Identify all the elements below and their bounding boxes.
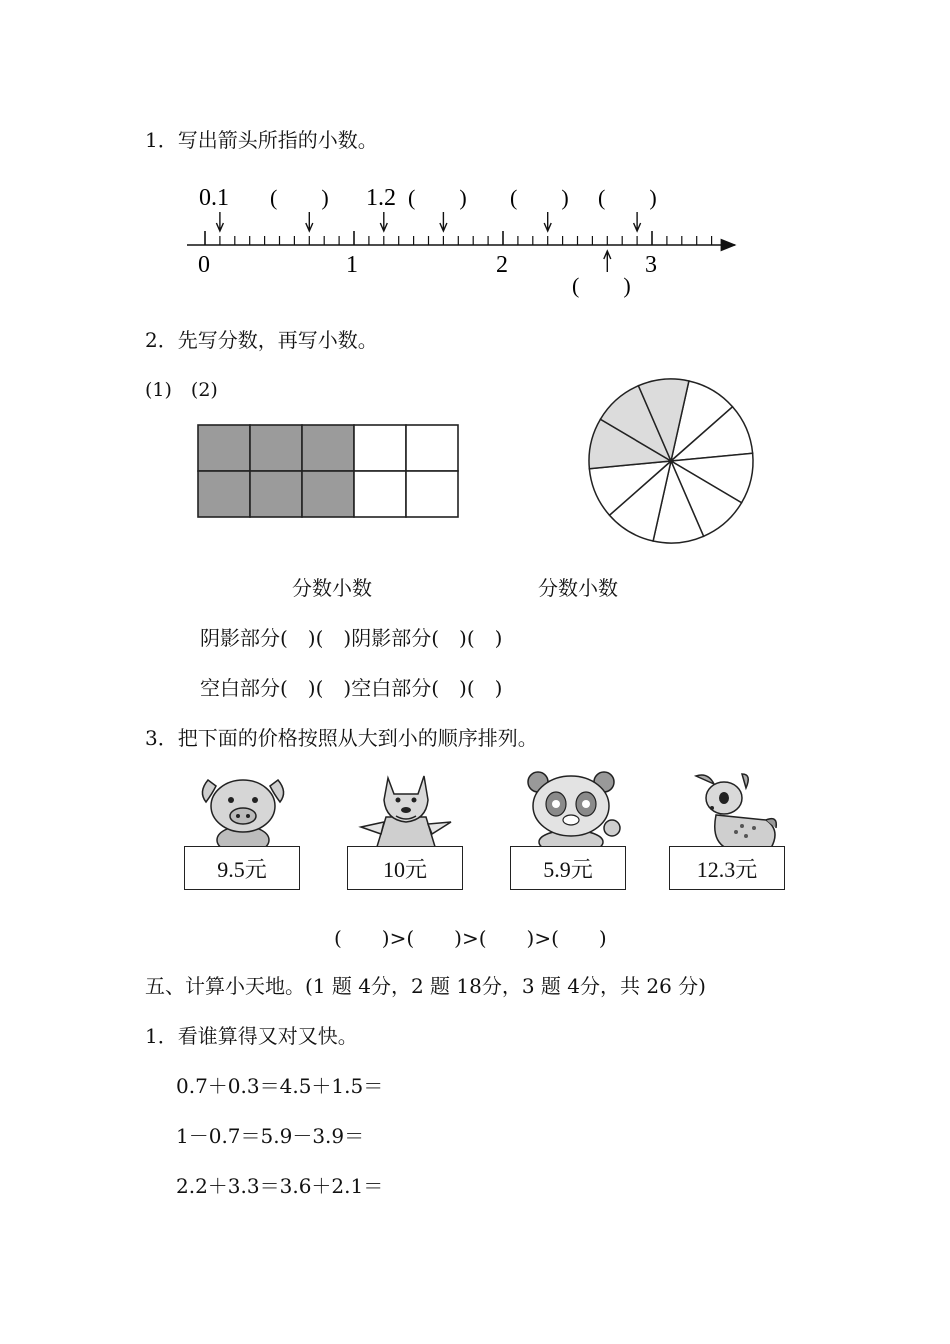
grid-cell xyxy=(198,425,250,471)
axis-label-3: 3 xyxy=(645,252,657,278)
grid-cell xyxy=(354,471,406,517)
arrow-down-icon xyxy=(216,212,223,231)
arrow-down-icon xyxy=(306,212,313,231)
arrow-down-icon xyxy=(380,212,387,231)
grid-cell xyxy=(302,425,354,471)
pig-icon xyxy=(198,772,288,852)
axis-label-1: 1 xyxy=(346,252,358,278)
q2-header-right: 分数小数 xyxy=(538,576,618,600)
grid-cell xyxy=(250,471,302,517)
arrow-down-icon xyxy=(634,212,641,231)
deer-icon xyxy=(686,770,786,850)
price-tag-pig: 9.5元 xyxy=(184,846,300,890)
top-label-2: 1.2 xyxy=(366,185,396,211)
wolf-icon xyxy=(356,772,456,852)
top-label-1: ( ) xyxy=(270,185,329,210)
axis-label-0: 0 xyxy=(198,252,210,278)
q3-order-line: ( )>( )>( )>( ) xyxy=(334,926,607,950)
price-tag-deer: 12.3元 xyxy=(669,846,785,890)
fraction-pie xyxy=(581,371,761,551)
section5-heading: 五、计算小天地。(1 题 4分，2 题 18分，3 题 4分，共 26 分) xyxy=(145,974,706,998)
arrow-up-icon xyxy=(604,251,611,272)
top-label-0: 0.1 xyxy=(199,185,229,211)
q1-title: 1．写出箭头所指的小数。 xyxy=(145,128,378,152)
top-label-5: ( ) xyxy=(598,185,657,210)
price-tag-wolf: 10元 xyxy=(347,846,463,890)
grid-cell xyxy=(354,425,406,471)
fraction-grid xyxy=(196,423,466,523)
top-label-4: ( ) xyxy=(510,185,569,210)
panda-icon xyxy=(516,770,626,850)
grid-cell xyxy=(406,425,458,471)
bottom-label: ( ) xyxy=(572,273,631,298)
q2-parts-label: (1) (2) xyxy=(145,379,218,401)
arrow-down-icon xyxy=(544,212,551,231)
section5-sub1: 1．看谁算得又对又快。 xyxy=(145,1024,358,1048)
q2-row-shaded: 阴影部分( )( )阴影部分( )( ) xyxy=(200,626,503,650)
grid-cell xyxy=(198,471,250,517)
grid-cell xyxy=(250,425,302,471)
axis-label-2: 2 xyxy=(496,252,508,278)
price-tag-panda: 5.9元 xyxy=(510,846,626,890)
calc-line-3: 2.2＋3.3＝3.6＋2.1＝ xyxy=(176,1174,384,1198)
calc-line-2: 1－0.7＝5.9－3.9＝ xyxy=(176,1124,365,1148)
calc-line-1: 0.7＋0.3＝4.5＋1.5＝ xyxy=(176,1074,384,1098)
number-line xyxy=(0,0,950,320)
q2-header-left: 分数小数 xyxy=(292,576,372,600)
grid-cell xyxy=(406,471,458,517)
q3-title: 3．把下面的价格按照从大到小的顺序排列。 xyxy=(145,726,538,750)
q2-row-blank: 空白部分( )( )空白部分( )( ) xyxy=(200,676,503,700)
arrow-down-icon xyxy=(440,212,447,231)
q2-title: 2．先写分数，再写小数。 xyxy=(145,328,378,352)
top-label-3: ( ) xyxy=(408,185,467,210)
grid-cell xyxy=(302,471,354,517)
number-line-ticks xyxy=(205,231,712,245)
